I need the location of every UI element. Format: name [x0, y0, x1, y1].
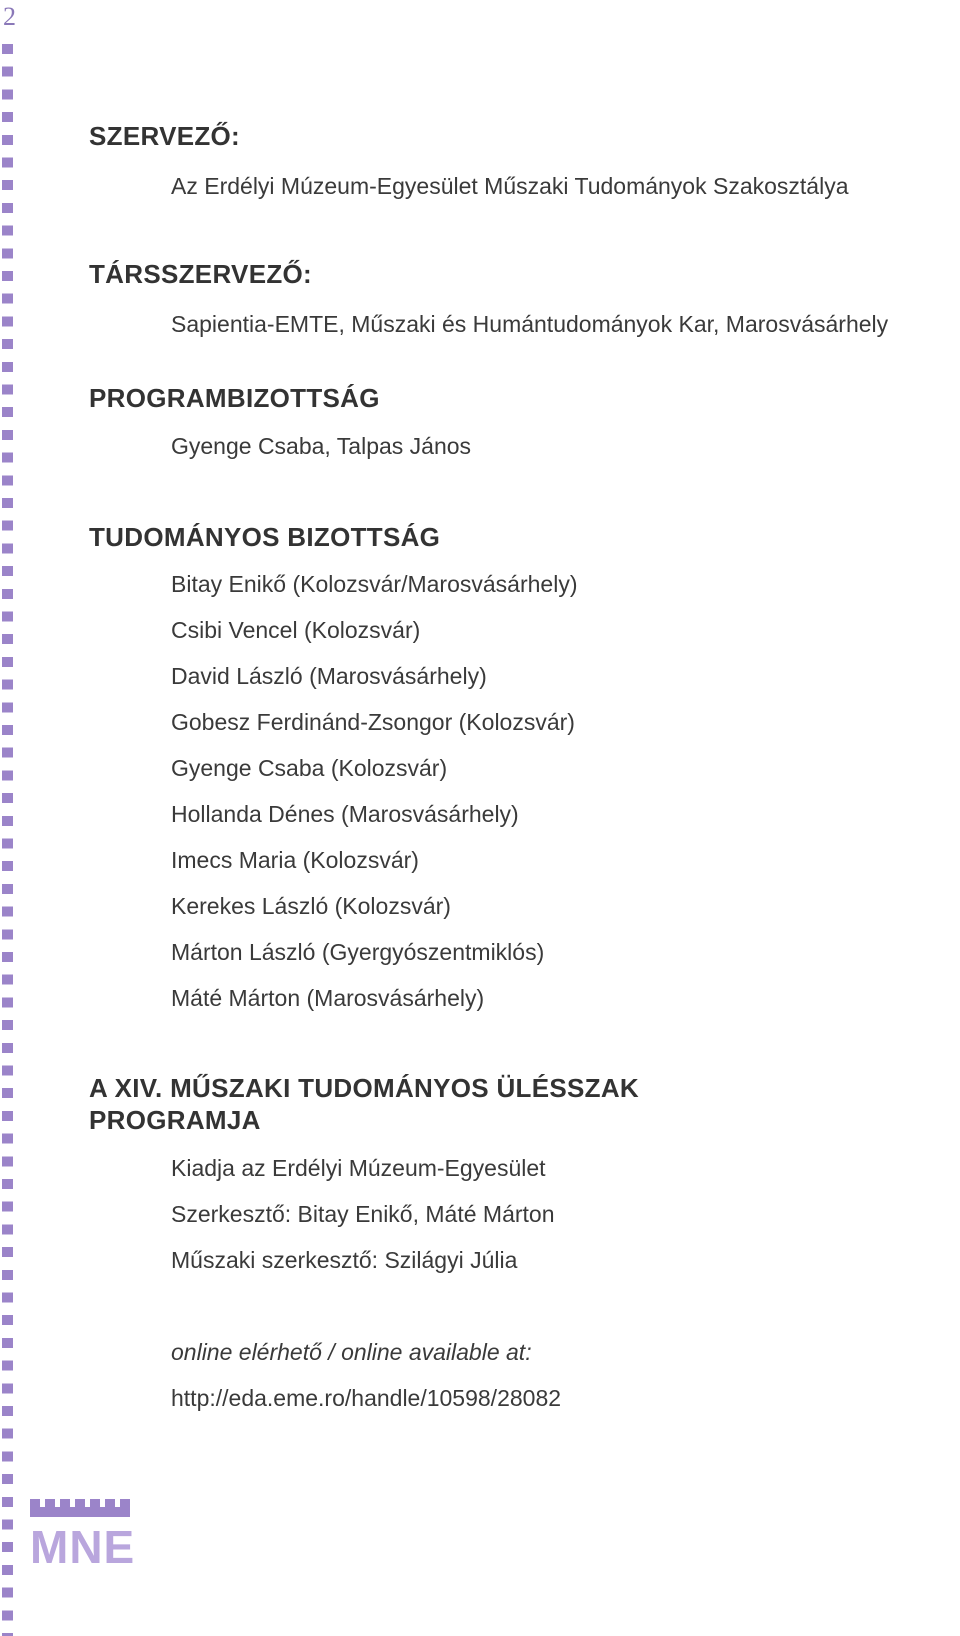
- page-number: 2: [3, 2, 16, 31]
- committee-member: Gobesz Ferdinánd-Zsongor (Kolozsvár): [171, 709, 575, 735]
- committee-member: Csibi Vencel (Kolozsvár): [171, 617, 421, 643]
- program-committee-heading: PROGRAMBIZOTTSÁG: [89, 383, 380, 413]
- technical-editor-line: Műszaki szerkesztő: Szilágyi Júlia: [171, 1247, 518, 1273]
- online-label: online elérhető / online available at:: [171, 1339, 532, 1365]
- organizer-text: Az Erdélyi Múzeum-Egyesület Műszaki Tudományok Szakosztálya: [171, 173, 849, 199]
- committee-member: David László (Marosvásárhely): [171, 663, 487, 689]
- scientific-committee-heading: TUDOMÁNYOS BIZOTTSÁG: [89, 522, 441, 552]
- co-organizer-text: Sapientia-EMTE, Műszaki és Humántudományok Kar, Marosvásárhely: [171, 311, 889, 337]
- handle-link[interactable]: http://eda.eme.ro/handle/10598/28082: [171, 1385, 562, 1411]
- committee-member: Kerekes László (Kolozsvár): [171, 893, 451, 919]
- program-committee-text: Gyenge Csaba, Talpas János: [171, 433, 472, 459]
- eme-logo: [28, 1497, 138, 1567]
- publisher-line: Kiadja az Erdélyi Múzeum-Egyesület: [171, 1155, 546, 1181]
- committee-member: Máté Márton (Marosvásárhely): [171, 985, 485, 1011]
- logo-text: MNE: [30, 1521, 136, 1567]
- committee-member: Gyenge Csaba (Kolozsvár): [171, 755, 448, 781]
- co-organizer-heading: TÁRSSZERVEZŐ:: [89, 259, 312, 289]
- committee-member: Hollanda Dénes (Marosvásárhely): [171, 801, 519, 827]
- program-heading-line1: A XIV. MŰSZAKI TUDOMÁNYOS ÜLÉSSZAK: [89, 1073, 639, 1103]
- organizer-heading: SZERVEZŐ:: [89, 121, 241, 151]
- editors-line: Szerkesztő: Bitay Enikő, Máté Márton: [171, 1201, 555, 1227]
- committee-member: Márton László (Gyergyószentmiklós): [171, 939, 545, 965]
- program-heading-line2: PROGRAMJA: [89, 1105, 261, 1135]
- committee-member: Imecs Maria (Kolozsvár): [171, 847, 419, 873]
- committee-member: Bitay Enikő (Kolozsvár/Marosvásárhely): [171, 571, 578, 597]
- logo-battlement-icon: [30, 1499, 130, 1517]
- margin-dot-column: [2, 44, 13, 1636]
